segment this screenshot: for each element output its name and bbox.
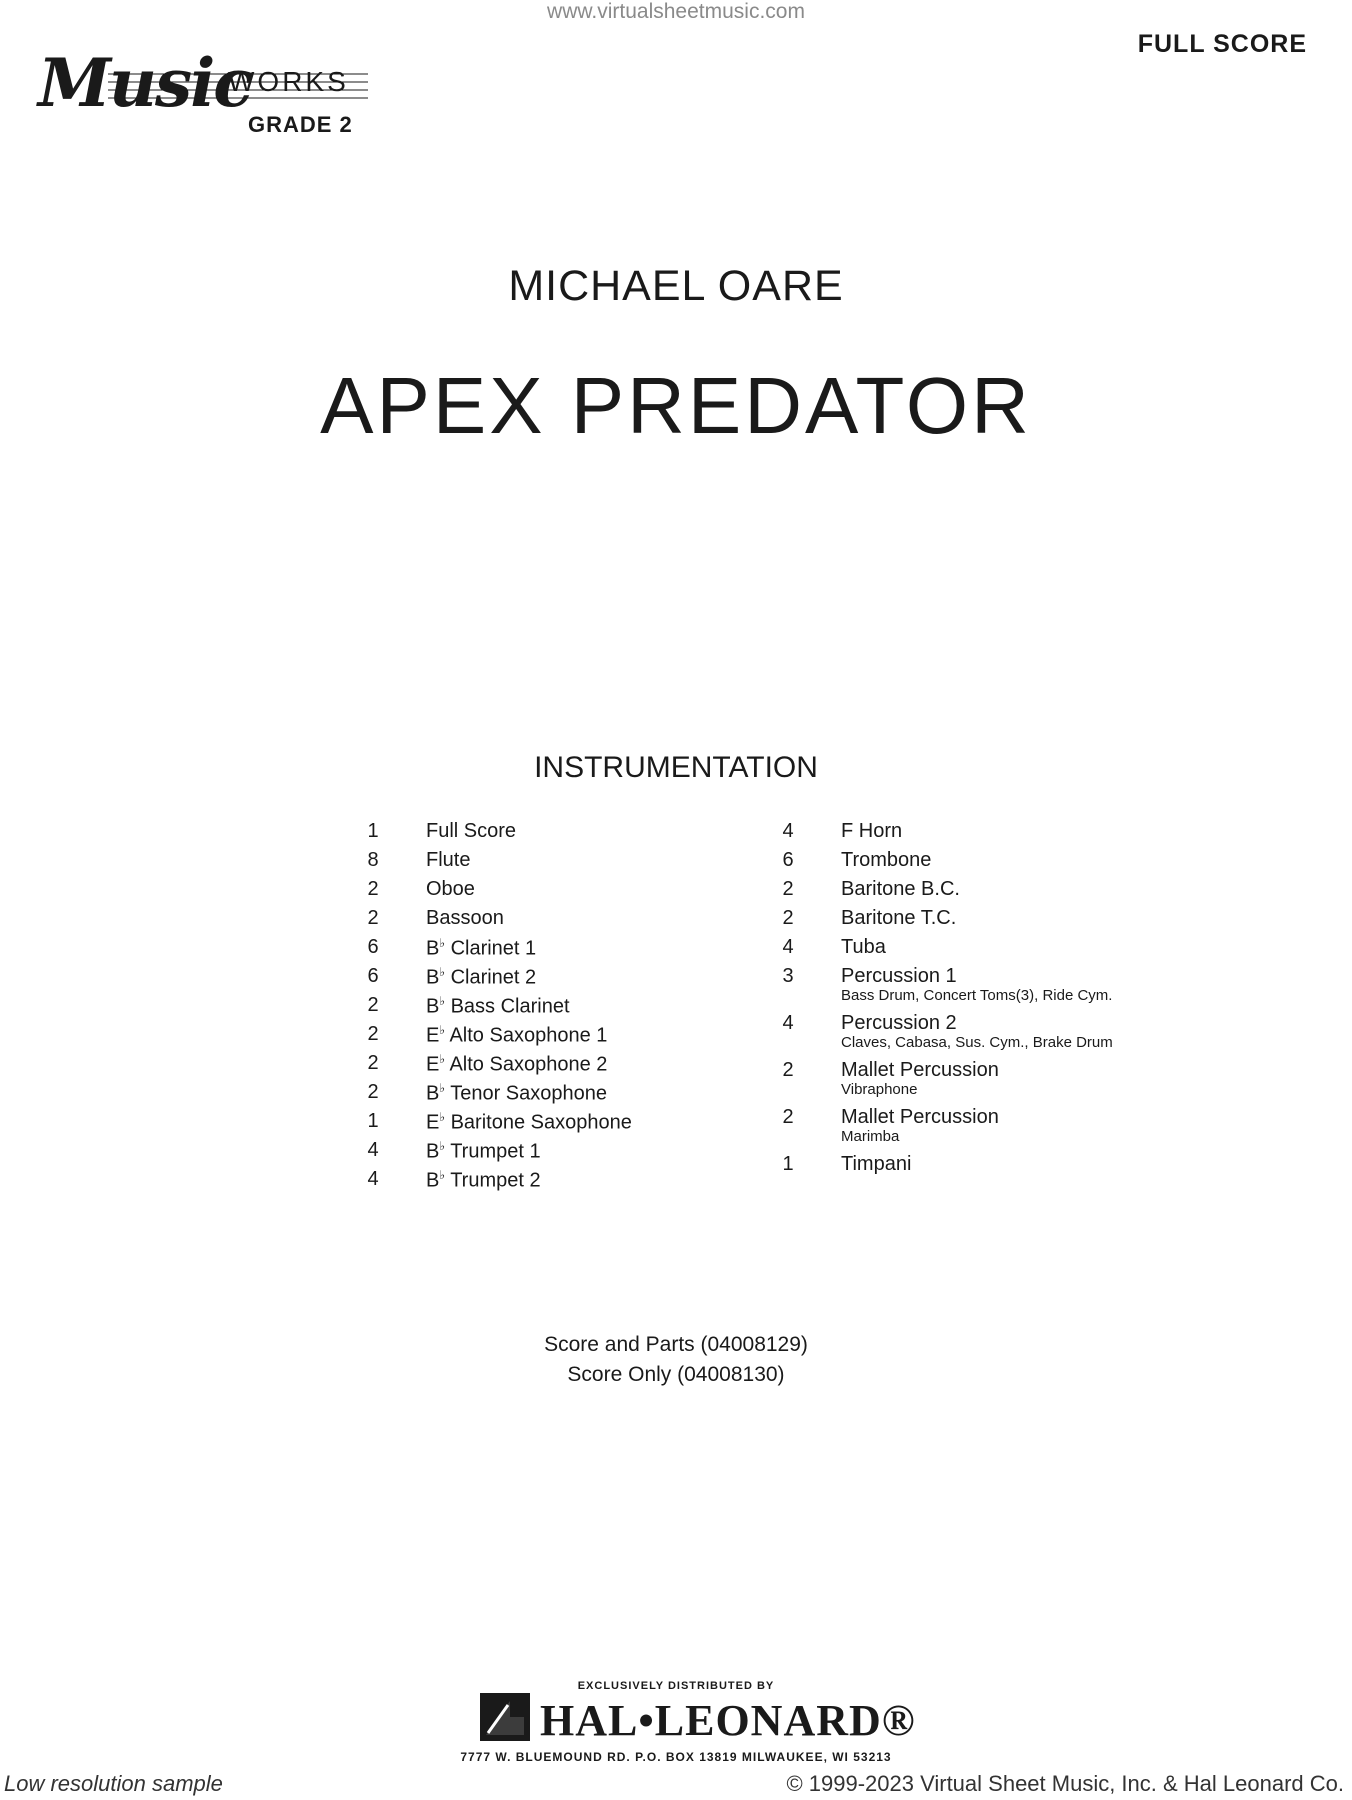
instrument-quantity: 4 [782,936,794,958]
instrument-quantity: 8 [367,849,379,871]
copyright-notice: © 1999-2023 Virtual Sheet Music, Inc. & Hal Leonard Co. [786,1771,1344,1796]
flat-sign: ♭ [439,965,446,979]
instrument-name [426,1110,632,1135]
instrument-name [841,1012,957,1035]
hal-leonard-logo [480,1693,916,1745]
publisher-address: 7777 W. BLUEMOUND RD. P.O. BOX 13819 MILWAUKEE, WI 53213 [460,1750,892,1764]
instrument-label: Trumpet 1 [445,1140,541,1163]
instrument-row [360,1023,760,1052]
instrument-quantity: 4 [367,1168,379,1190]
instrument-label: Baritone T.C. [841,907,957,929]
instrument-name [426,878,475,901]
grade-label: GRADE 2 [248,112,353,137]
instrument-label: Tuba [841,936,886,958]
instrument-label: Bass Clarinet [445,995,570,1018]
instrument-name [426,994,570,1019]
hal-leonard-emblem-mark [480,1693,530,1741]
watermark-url: www.virtualsheetmusic.com [547,0,805,23]
instrument-quantity: 4 [782,1012,794,1034]
composer-name: MICHAEL OARE [508,262,844,310]
instrument-name [841,1106,999,1129]
instrument-row [360,849,760,878]
instrument-quantity: 1 [782,1153,794,1175]
logo-works-text: WORKS [228,66,349,97]
instrument-row [775,1012,1175,1059]
catalog-numbers [0,1330,1352,1390]
instrument-quantity: 1 [367,820,379,842]
instrument-key: B [426,1169,440,1192]
instrument-quantity: 2 [367,994,379,1016]
instrument-row [360,878,760,907]
instrument-row [775,936,1175,965]
instrument-name [426,1052,607,1077]
instrument-quantity: 4 [367,1139,379,1161]
flat-sign: ♭ [439,994,446,1008]
instrument-label: Mallet Percussion [841,1059,999,1081]
instrument-row [360,907,760,936]
instrument-quantity: 2 [367,907,379,929]
instrument-name [841,820,902,843]
instrument-detail: Bass Drum, Concert Toms(3), Ride Cym. [841,987,1113,1004]
instrument-key: B [426,937,440,960]
instrument-quantity: 2 [782,878,794,900]
instrument-label: Baritone Saxophone [445,1111,632,1134]
instrument-row [360,1081,760,1110]
instrument-name [841,1059,999,1082]
instrument-row [775,820,1175,849]
instrument-name [841,965,957,988]
instrument-label: F Horn [841,820,903,842]
instrument-name [426,1081,607,1106]
instrument-label: Flute [426,849,471,871]
instrument-key: E [426,1024,440,1047]
instrument-label: Clarinet 1 [445,937,537,960]
instrument-quantity: 2 [367,1081,379,1103]
piece-title: APEX PREDATOR [320,361,1032,450]
instrument-detail: Claves, Cabasa, Sus. Cym., Brake Drum [841,1034,1113,1051]
instrument-quantity: 6 [782,849,794,871]
hal-leonard-name: HAL•LEONARD® [540,1696,916,1745]
instrument-quantity: 1 [367,1110,379,1132]
instrument-label: Mallet Percussion [841,1106,999,1128]
instrument-row [360,820,760,849]
instrument-row [360,965,760,994]
instrument-detail: Vibraphone [841,1081,918,1098]
flat-sign: ♭ [439,1052,446,1066]
instrument-name [426,820,516,843]
instrument-row [360,1139,760,1168]
instrument-key: B [426,1140,440,1163]
instrument-name [841,936,886,959]
instrument-quantity: 2 [782,1059,794,1081]
instrument-label: Baritone B.C. [841,878,960,900]
instrument-row [360,1168,760,1197]
instrument-row [360,1052,760,1081]
instrumentation-heading: INSTRUMENTATION [534,751,818,784]
instrument-row [775,849,1175,878]
instrument-quantity: 2 [367,878,379,900]
instrument-label: Percussion 2 [841,1012,957,1034]
instrument-list-left [360,820,760,1197]
flat-sign: ♭ [439,1081,446,1095]
instrument-name [841,878,960,901]
instrument-row [775,1153,1175,1182]
instrument-row [775,1106,1175,1153]
instrument-label: Trombone [841,849,932,871]
instrument-key: B [426,966,440,989]
instrument-name [426,849,470,872]
instrument-name [841,907,956,930]
instrument-detail: Marimba [841,1128,900,1145]
instrument-quantity: 3 [782,965,794,987]
flat-sign: ♭ [439,1168,446,1182]
flat-sign: ♭ [439,1023,446,1037]
instrument-quantity: 2 [367,1052,379,1074]
logo-script-text: Music [38,44,252,122]
instrument-row [360,1110,760,1139]
instrument-label: Percussion 1 [841,965,957,987]
score-type-label: FULL SCORE [1137,30,1307,58]
low-resolution-notice: Low resolution sample [4,1771,223,1796]
instrument-name [841,849,931,872]
instrument-label: Trumpet 2 [445,1169,541,1192]
instrument-label: Bassoon [426,907,504,929]
instrument-name [426,1168,541,1193]
distributed-by-label: EXCLUSIVELY DISTRIBUTED BY [577,1680,775,1692]
flat-sign: ♭ [439,936,446,950]
instrument-row [775,1059,1175,1106]
instrument-key: E [426,1053,440,1076]
instrument-key: B [426,1082,440,1105]
instrument-quantity: 4 [782,820,794,842]
instrument-name [426,907,504,930]
instrument-row [775,907,1175,936]
instrument-label: Alto Saxophone 2 [445,1053,608,1076]
instrument-name [426,965,536,990]
instrument-key: E [426,1111,440,1134]
instrument-row [360,936,760,965]
instrument-quantity: 6 [367,965,379,987]
instrument-quantity: 2 [367,1023,379,1045]
instrument-name [841,1153,911,1176]
flat-sign: ♭ [439,1110,446,1124]
instrument-label: Timpani [841,1153,912,1175]
instrument-quantity: 2 [782,1106,794,1128]
instrument-list-right [775,820,1175,1182]
hal-leonard-emblem-icon [480,1693,530,1741]
instrument-row [775,878,1175,907]
flat-sign: ♭ [439,1139,446,1153]
instrument-label: Full Score [426,820,517,842]
catalog-score-only: Score Only (04008130) [567,1363,785,1386]
instrument-label: Alto Saxophone 1 [445,1024,608,1047]
instrument-name [426,1139,541,1164]
instrument-label: Clarinet 2 [445,966,537,989]
instrument-quantity: 2 [782,907,794,929]
instrument-key: B [426,995,440,1018]
instrument-row [360,994,760,1023]
instrument-name [426,936,536,961]
instrument-quantity: 6 [367,936,379,958]
instrument-name [426,1023,607,1048]
instrument-label: Oboe [426,878,475,900]
catalog-score-and-parts: Score and Parts (04008129) [544,1333,808,1356]
instrument-label: Tenor Saxophone [445,1082,607,1105]
instrument-row [775,965,1175,1012]
